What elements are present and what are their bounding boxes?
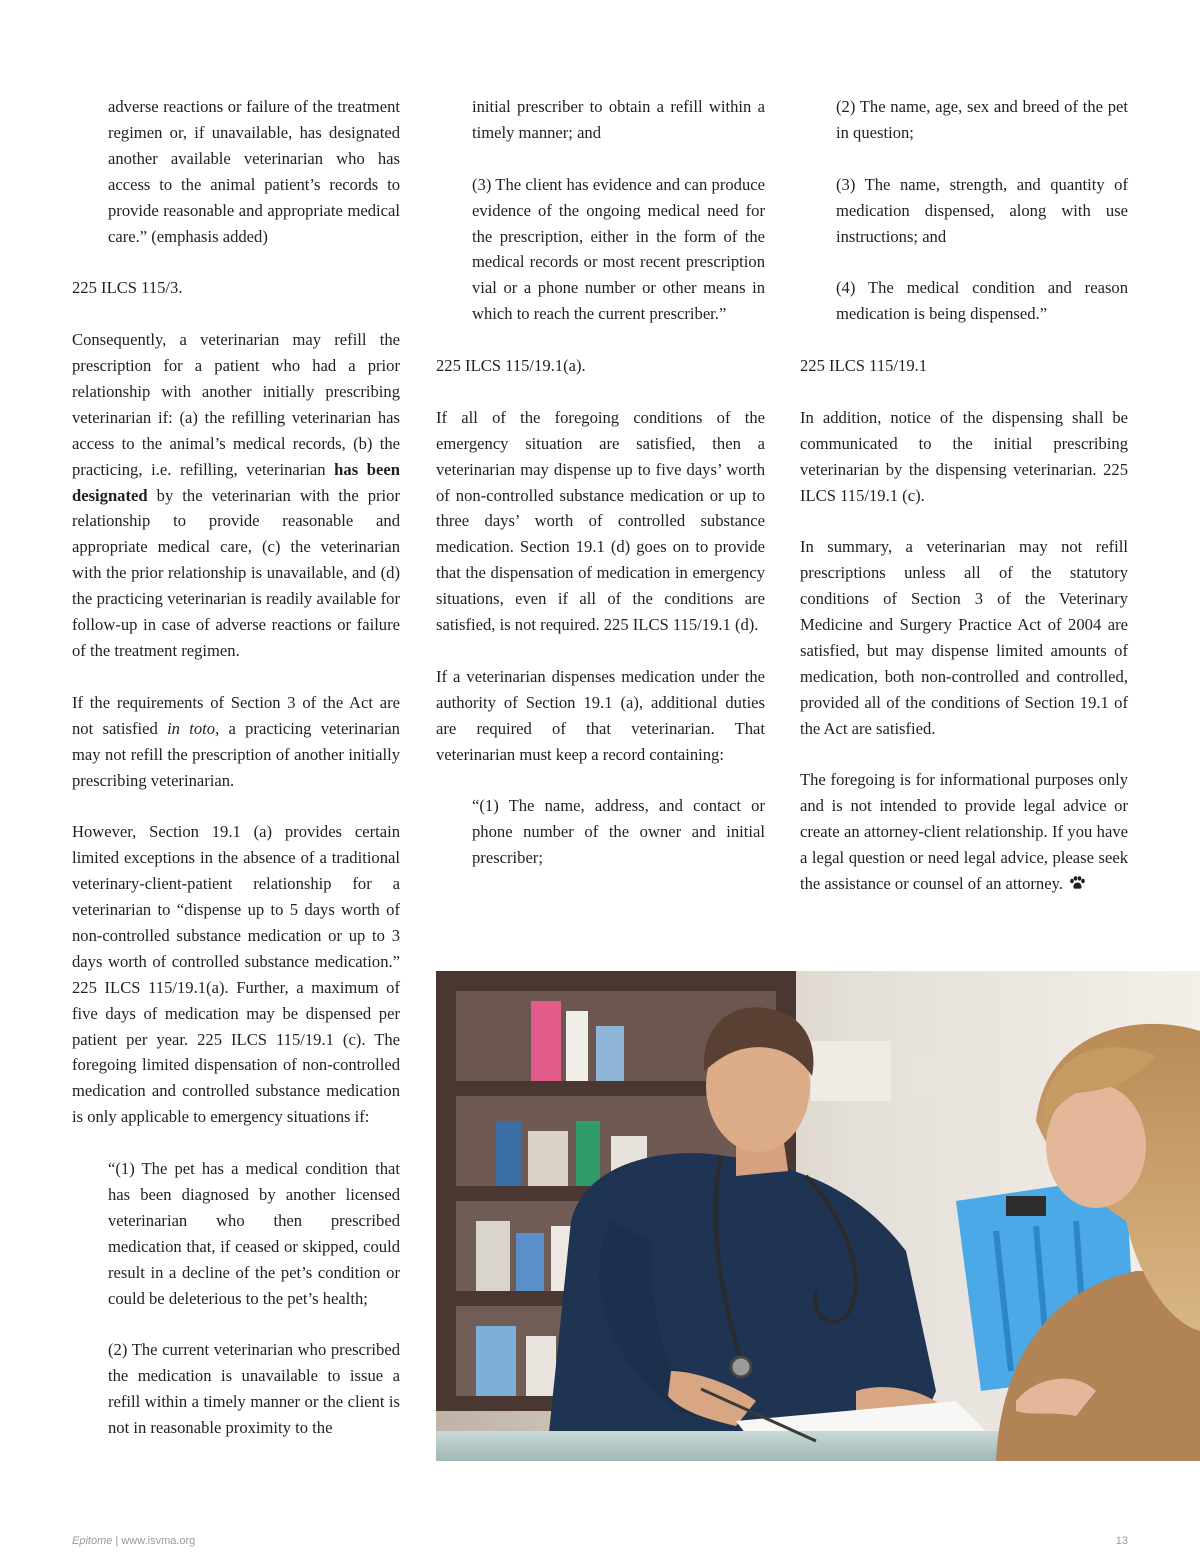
body-paragraph: Consequently, a veterinarian may refill the prescription for a patient who had a prior relationship with another initially prescribing veterinarian if: (a) the refilling veterinarian has access to the animal’s medical records, (b) the practicing, i.e. refilling, veterinarian has been designated by the veterinarian with the prior relationship to provide reasonable and appropriate medical care, (c) the veterinarian with the prior relationship is unavailable, and (d) the practicing veterinarian is readily available for follow-up in case of adverse reactions or failure of the treatment regimen. xyxy=(72,330,400,660)
veterinarian-and-client-photo xyxy=(436,971,1200,1461)
block-quote-item: (4) The medical condition and reason medication is being dispensed.” xyxy=(836,278,1128,324)
page-footer xyxy=(72,1535,1128,1547)
paw-print-icon xyxy=(1069,876,1085,890)
block-quote-item: (2) The name, age, sex and breed of the pet in question; xyxy=(836,97,1128,142)
emphasis-bold: has been designated xyxy=(72,459,400,505)
body-paragraph: If the requirements of Section 3 of the Act are not satisfied in toto, a practicing veterinarian may not refill the prescription of another initially prescribing veterinarian. xyxy=(72,692,400,790)
block-quote-item: “(1) The pet has a medical condition that has been diagnosed by another licensed veterinarian who then prescribed medication that, if ceased or skipped, could result in a decline of the pet’s condition or could be deleterious to the pet’s health; xyxy=(108,1159,400,1308)
website-link[interactable]: www.isvma.org xyxy=(121,1535,196,1547)
emphasis-italic: in toto xyxy=(167,718,216,738)
statute-citation: 225 ILCS 115/19.1(a). xyxy=(436,356,586,376)
photo-illustration xyxy=(436,971,1200,1461)
block-quote-item: (3) The name, strength, and quantity of medication dispensed, along with use instructions; and xyxy=(836,174,1128,246)
body-paragraph: If all of the foregoing conditions of the emergency situation are satisfied, then a veterinarian may dispense up to five days’ worth of non-controlled substance medication or up to three days’ worth of controlled substance medication. Section 19.1 (d) goes on to provide that the dispensation of medication in emergency situations, even if all of the conditions are satisfied, is not required. 225 ILCS 115/19.1 (d). xyxy=(436,407,765,635)
body-paragraph: In addition, notice of the dispensing shall be communicated to the initial prescribing veterinarian by the dispensing veterinarian. 225 ILCS 115/19.1 (c). xyxy=(800,407,1128,505)
block-quote-continuation: adverse reactions or failure of the treatment regimen or, if unavailable, has designated another available veterinarian who has access to the animal patient’s records to provide reasonable and appropriate medical care.” (emphasis added) xyxy=(108,97,400,246)
disclaimer-paragraph: The foregoing is for informational purposes only and is not intended to provide legal advice or create an attorney-client relationship. If you have a legal question or need legal advice, please seek the assistance or counsel of an attorney. xyxy=(800,770,1128,894)
page-number: 13 xyxy=(1115,1535,1128,1547)
article-column-3 xyxy=(800,94,1128,897)
statute-citation: 225 ILCS 115/3. xyxy=(72,278,183,298)
block-quote-item: (2) The current veterinarian who prescribed the medication is unavailable to issue a refill within a timely manner or the client is not in reasonable proximity to the xyxy=(108,1340,400,1438)
block-quote-continuation: initial prescriber to obtain a refill within a timely manner; and xyxy=(472,97,765,142)
publication-name: Epitome xyxy=(72,1535,113,1547)
block-quote-item: “(1) The name, address, and contact or phone number of the owner and initial prescriber; xyxy=(472,796,765,868)
article-column-1 xyxy=(72,94,400,1441)
footer-separator: | xyxy=(115,1535,119,1547)
body-paragraph: If a veterinarian dispenses medication under the authority of Section 19.1 (a), additional duties are required of that veterinarian. That veterinarian must keep a record containing: xyxy=(436,666,765,764)
article-column-2 xyxy=(436,94,765,871)
body-paragraph: However, Section 19.1 (a) provides certain limited exceptions in the absence of a traditional veterinary-client-patient relationship for a veterinarian to “dispense up to 5 days worth of non-controlled substance medication or up to 3 days worth of controlled substance medication.” 225 ILCS 115/19.1(a). Further, a maximum of five days of medication may be dispensed per patient per year. 225 ILCS 115/19.1 (c). The foregoing limited dispensation of non-controlled medication and controlled substance medication is only applicable to emergency situations if: xyxy=(72,822,400,1127)
block-quote-item: (3) The client has evidence and can produce evidence of the ongoing medical need for the prescription, either in the form of the medical records or most recent prescription vial or a phone number or other means in which to reach the current prescriber.” xyxy=(472,174,765,324)
body-paragraph: In summary, a veterinarian may not refill prescriptions unless all of the statutory conditions of Section 3 of the Veterinary Medicine and Surgery Practice Act of 2004 are satisfied, but may dispense limited amounts of medication, both non-controlled and controlled, provided all of the conditions of Section 19.1 of the Act are satisfied. xyxy=(800,537,1128,738)
statute-citation: 225 ILCS 115/19.1 xyxy=(800,356,928,376)
